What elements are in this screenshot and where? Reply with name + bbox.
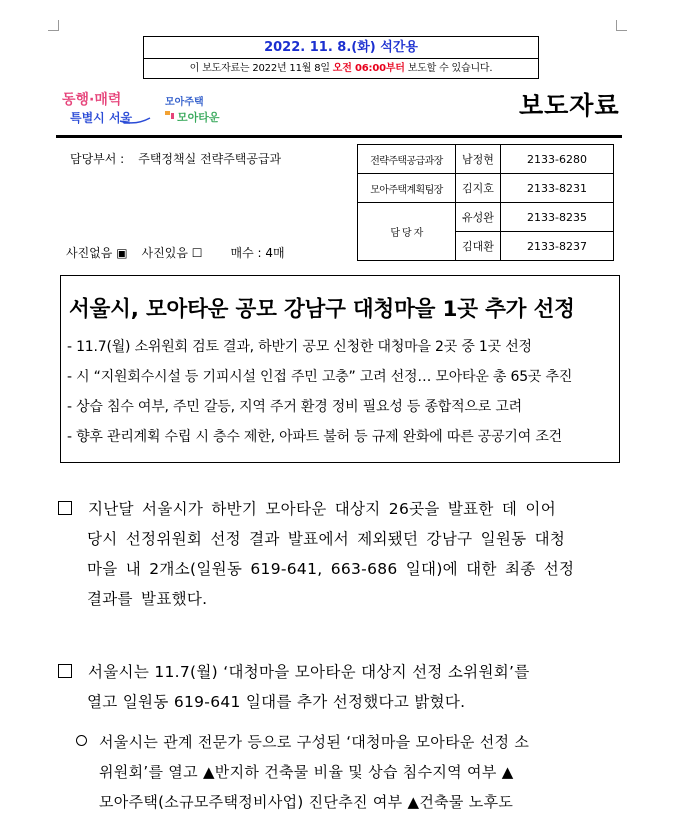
body-paragraph-3	[76, 727, 529, 817]
contact-table	[357, 144, 614, 261]
department-line	[70, 150, 281, 167]
contact-row	[358, 203, 614, 232]
paragraph-line: 당시 선정위원회 선정 결과 발표에서 제외됐던 강남구 일원동 대청	[87, 530, 566, 548]
contact-tel: 2133-8237	[501, 232, 614, 261]
subhead-item: - 시 “지원회수시설 등 기피시설 인접 주민 고충” 고려 선정… 모아타운 총 65곳 추진	[67, 369, 573, 385]
city-logo-line2: 특별시 서울	[70, 111, 133, 125]
photo-yes-label: 사진있음	[141, 246, 188, 260]
bullet-square-icon	[58, 664, 72, 678]
paragraph-line: 서울시는 관계 전문가 등으로 구성된 ‘대청마을 모아타운 선정 소	[99, 733, 530, 751]
headline-box	[60, 275, 620, 463]
photo-none-checkbox: ▣	[116, 246, 128, 260]
subhead-item: - 11.7(월) 소위원회 검토 결과, 하반기 공모 신청한 대청마을 2곳 중 1곳 선정	[67, 339, 532, 355]
crop-mark-top-left	[48, 20, 59, 31]
embargo-notice	[144, 59, 538, 78]
city-logo-line1: 동행·매력	[62, 92, 122, 108]
body-paragraph-1	[58, 494, 574, 614]
embargo-date: 2022. 11. 8.(화) 석간용	[144, 37, 538, 59]
crop-mark-top-right	[616, 20, 627, 31]
embargo-notice-pre: 이 보도자료는 2022년 11월 8일	[189, 63, 333, 74]
contact-tel: 2133-8235	[501, 203, 614, 232]
bullet-square-icon	[58, 501, 72, 515]
photo-yes-checkbox: ☐	[191, 246, 203, 260]
moa-logo-line2: 모아타운	[177, 111, 220, 124]
paragraph-line: 위원회’를 열고 ▲반지하 건축물 비율 및 상습 침수지역 여부 ▲	[99, 763, 514, 781]
photo-info-line	[66, 244, 285, 261]
contact-name: 남정현	[456, 145, 501, 174]
embargo-notice-time: 오전 06:00부터	[332, 63, 405, 74]
department-value: 주택정책실 전략주택공급과	[138, 152, 282, 166]
subhead-item: - 상습 침수 여부, 주민 갈등, 지역 주거 환경 정비 필요성 등 종합적으로 고려	[67, 399, 522, 415]
department-label: 담당부서 :	[70, 152, 125, 166]
paragraph-line: 결과를 발표했다.	[87, 590, 208, 608]
paragraph-line: 마을 내 2개소(일원동 619-641, 663-686 일대)에 대한 최종 선정	[87, 560, 575, 578]
paragraph-line: 모아주택(소규모주택정비사업) 진단추진 여부 ▲건축물 노후도	[99, 793, 514, 811]
body-paragraph-2	[58, 657, 530, 717]
photo-none-label: 사진없음	[66, 246, 113, 260]
contact-row	[358, 145, 614, 174]
paragraph-line: 열고 일원동 619-641 일대를 추가 선정했다고 밝혔다.	[87, 693, 466, 711]
headline: 서울시, 모아타운 공모 강남구 대청마을 1곳 추가 선정	[69, 297, 575, 322]
contact-role: 모아주택계획팀장	[358, 174, 456, 203]
subheads	[67, 332, 572, 452]
contact-tel: 2133-8231	[501, 174, 614, 203]
contact-role: 전략주택공급과장	[358, 145, 456, 174]
contact-person-label: 담 당 자	[358, 203, 456, 261]
embargo-notice-post: 보도할 수 있습니다.	[404, 63, 493, 74]
header-divider	[56, 135, 622, 138]
contact-row	[358, 174, 614, 203]
contact-tel: 2133-6280	[501, 145, 614, 174]
seoul-city-logo	[60, 88, 154, 128]
photo-count: 매수 : 4매	[230, 246, 285, 260]
moa-logo-line1: 모아주택	[165, 97, 204, 108]
contact-name: 유성완	[456, 203, 501, 232]
paragraph-line: 지난달 서울시가 하반기 모아타운 대상지 26곳을 발표한 데 이어	[88, 500, 556, 518]
paragraph-line: 서울시는 11.7(월) ‘대청마을 모아타운 대상지 선정 소위원회’를	[88, 663, 530, 681]
embargo-box	[143, 36, 539, 79]
subhead-item: - 향후 관리계획 수립 시 층수 제한, 아파트 불허 등 규제 완화에 따른 공공기여 조건	[67, 429, 562, 445]
moa-housing-logo	[163, 93, 229, 125]
contact-name: 김지호	[456, 174, 501, 203]
press-release-label: 보도자료	[519, 91, 620, 120]
contact-name: 김대환	[456, 232, 501, 261]
bullet-circle-icon	[76, 735, 87, 746]
